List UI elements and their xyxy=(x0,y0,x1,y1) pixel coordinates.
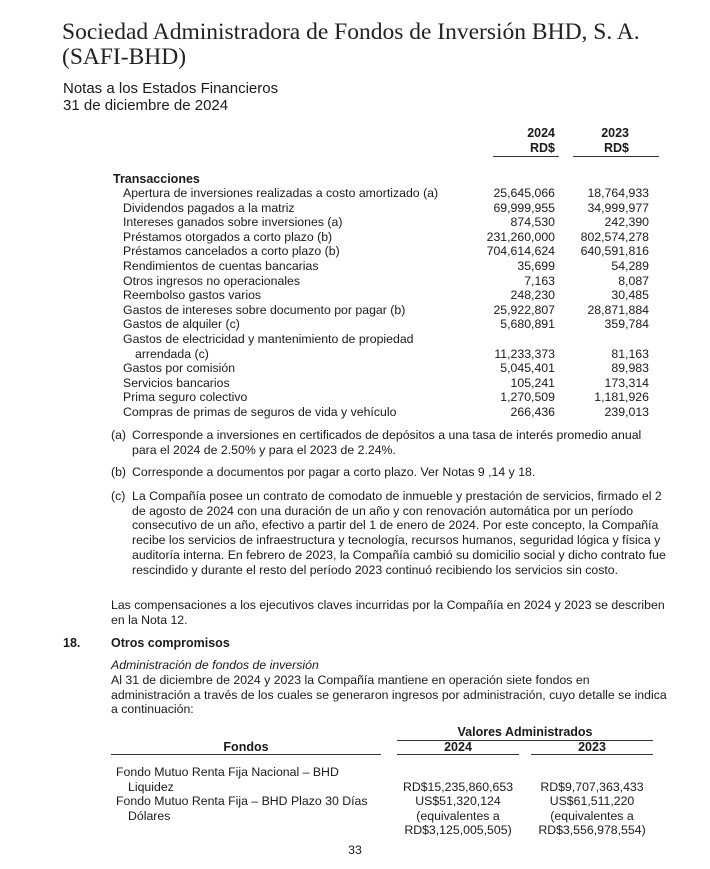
row-value-2023: 802,574,278 xyxy=(580,229,649,244)
row-label: Préstamos cancelados a corto plazo (b) xyxy=(123,244,340,259)
row-label: Gastos de electricidad y mantenimiento de propiedad xyxy=(123,332,414,346)
table-row xyxy=(0,288,710,303)
fund-2-value-2023 xyxy=(531,794,653,838)
row-label: Rendimientos de cuentas bancarias xyxy=(123,259,319,273)
row-value-2024: 1,270,509 xyxy=(500,390,555,405)
note-b xyxy=(111,465,666,480)
row-value-2023: 54,289 xyxy=(611,259,649,273)
fund-2-2024-usd: US$51,320,124 xyxy=(415,794,501,809)
row-value-2024: 69,999,955 xyxy=(493,200,555,215)
table-row xyxy=(0,390,710,405)
fund-1-name-line2: Liquidez xyxy=(128,779,174,794)
section-18-title: Otros compromisos xyxy=(111,636,230,650)
funds-2023-underline xyxy=(531,754,653,755)
fund-1-value-2023: RD$9,707,363,433 xyxy=(540,779,644,794)
row-label: Reembolso gastos varios xyxy=(123,288,262,303)
row-value-2024: 874,530 xyxy=(510,215,555,230)
note-b-text: Corresponde a documentos por pagar a corto plazo. Ver Notas 9 ,14 y 18. xyxy=(132,465,536,479)
row-label: Servicios bancarios xyxy=(123,375,230,390)
row-label: Intereses ganados sobre inversiones (a) xyxy=(123,215,343,230)
valores-administrados-header: Valores Administrados xyxy=(457,725,593,739)
fund-2-value-2024 xyxy=(397,794,519,838)
row-value-2024: 35,699 xyxy=(517,259,555,273)
row-value-2023: 18,764,933 xyxy=(587,186,649,200)
row-value-2024: 266,436 xyxy=(510,405,555,419)
row-value-2024: 105,241 xyxy=(510,375,555,390)
transactions-section-title: Transacciones xyxy=(113,172,200,186)
funds-col-underline xyxy=(111,754,381,755)
row-label: Gastos por comisión xyxy=(123,361,236,376)
row-value-2023: 81,163 xyxy=(611,346,649,361)
row-value-2023: 8,087 xyxy=(618,273,649,288)
fund-1-value-2024: RD$15,235,860,653 xyxy=(402,779,514,794)
company-name xyxy=(62,20,682,70)
row-value-2024: 25,645,066 xyxy=(493,186,555,200)
col-2023-underline xyxy=(573,156,659,157)
col-2024-year: 2024 xyxy=(527,126,555,140)
note-b-marker: (b) xyxy=(111,465,127,479)
note-a xyxy=(111,428,666,457)
funds-col-header: Fondos xyxy=(223,740,269,754)
col-2023-year: 2023 xyxy=(601,126,629,140)
row-value-2024: 231,260,000 xyxy=(486,229,555,244)
page-number: 33 xyxy=(348,843,362,857)
table-row xyxy=(0,317,710,332)
company-name-line1: Sociedad Administradora de Fondos de Inversión BHD, S. A. xyxy=(62,19,640,45)
table-row xyxy=(0,230,710,245)
fund-2-2024-rd: RD$3,125,005,505) xyxy=(404,823,512,838)
fund-2-name-line2: Dólares xyxy=(128,808,171,823)
row-label: Otros ingresos no operacionales xyxy=(123,273,301,288)
section-18-subtitle: Administración de fondos de inversión xyxy=(111,658,319,672)
row-value-2024: 11,233,373 xyxy=(494,346,555,361)
section-18-number: 18. xyxy=(63,636,81,650)
table-row xyxy=(0,405,710,420)
row-value-2023: 173,314 xyxy=(604,375,649,390)
table-row xyxy=(0,376,710,391)
row-label: Gastos de intereses sobre documento por pagar (b) xyxy=(123,302,406,317)
row-label: Préstamos otorgados a corto plazo (b) xyxy=(123,229,333,244)
row-label: arrendada (c) xyxy=(135,346,209,361)
table-row xyxy=(0,186,710,201)
col-2023-header xyxy=(601,126,629,156)
table-row xyxy=(0,274,710,289)
compensation-paragraph: Las compensaciones a los ejecutivos claves incurridas por la Compañía en 2024 y 2023 se describen en la Nota 12. xyxy=(111,598,665,627)
funds-col-2024-header: 2024 xyxy=(444,740,472,754)
table-row xyxy=(0,347,710,362)
fund-1-name-line1: Fondo Mutuo Renta Fija Nacional – BHD xyxy=(116,765,339,779)
fund-2-2023-equiv: (equivalentes a xyxy=(550,808,634,823)
col-2023-unit: RD$ xyxy=(603,141,629,155)
row-value-2023: 89,983 xyxy=(611,361,649,376)
fund-2-2023-usd: US$61,511,220 xyxy=(549,794,635,809)
row-value-2024: 248,230 xyxy=(510,288,555,303)
row-value-2024: 5,045,401 xyxy=(500,361,555,376)
table-row xyxy=(0,259,710,274)
doc-title: Notas a los Estados Financieros xyxy=(63,80,279,97)
doc-date: 31 de diciembre de 2024 xyxy=(63,97,229,114)
row-label: Prima seguro colectivo xyxy=(123,390,248,405)
note-a-marker: (a) xyxy=(111,428,127,442)
fund-2-2024-equiv: (equivalentes a xyxy=(416,808,500,823)
row-value-2024: 5,680,891 xyxy=(500,317,555,332)
section-18-body: Al 31 de diciembre de 2024 y 2023 la Compañía mantiene en operación siete fondos en administración a través de los cuales se generaron ingresos por administración, cuyo detalle se indica a continuación: xyxy=(111,673,667,717)
row-value-2023: 242,390 xyxy=(604,215,649,230)
row-value-2023: 1,181,926 xyxy=(594,390,649,405)
note-c-text: La Compañía posee un contrato de comodato de inmueble y prestación de servicios, firmado el 2 de agosto de 2024 con una duración de un año y con renovación automática por un período consecutivo de un año, efectivo a partir del 1 de enero de 2024. Por este concepto, la Compañía recibe los servicios de infraestructura y tecnología, recursos humanos, seguridad lógica y física y auditoría interna. En febrero de 2023, la Compañía cambió su domicilio social y dicho contrato fue rescindido y durante el resto del período 2023 continuó recibiendo los servicios sin costo. xyxy=(132,489,666,577)
table-row xyxy=(0,361,710,376)
row-label: Compras de primas de seguros de vida y vehículo xyxy=(123,405,397,419)
fund-2-name-line1: Fondo Mutuo Renta Fija – BHD Plazo 30 Días xyxy=(116,794,368,809)
row-value-2024: 704,614,624 xyxy=(486,244,555,259)
row-value-2023: 30,485 xyxy=(611,288,649,303)
table-row xyxy=(0,303,710,318)
row-value-2023: 34,999,977 xyxy=(587,200,649,215)
note-a-text: Corresponde a inversiones en certificados de depósitos a una tasa de interés promedio anual para el 2024 de 2.50% y para el 2023 de 2.24%. xyxy=(132,428,642,457)
row-label: Dividendos pagados a la matriz xyxy=(123,200,295,215)
row-value-2023: 359,784 xyxy=(604,317,649,332)
row-value-2024: 7,163 xyxy=(524,273,555,288)
table-row xyxy=(0,215,710,230)
row-value-2024: 25,922,807 xyxy=(493,302,555,317)
funds-col-2023-header: 2023 xyxy=(578,740,606,754)
funds-2024-underline xyxy=(397,754,519,755)
row-label: Gastos de alquiler (c) xyxy=(123,317,240,332)
row-value-2023: 640,591,816 xyxy=(580,244,649,259)
row-value-2023: 28,871,884 xyxy=(587,302,649,317)
table-row xyxy=(0,201,710,216)
col-2024-underline xyxy=(493,156,559,157)
table-row xyxy=(0,332,710,347)
row-label: Apertura de inversiones realizadas a costo amortizado (a) xyxy=(123,186,439,200)
col-2024-header xyxy=(527,126,555,156)
note-c-marker: (c) xyxy=(111,489,126,503)
fund-2-2023-rd: RD$3,556,978,554) xyxy=(538,823,646,838)
company-name-line2: (SAFI-BHD) xyxy=(62,44,187,70)
table-row xyxy=(0,244,710,259)
row-value-2023: 239,013 xyxy=(604,405,649,419)
note-c xyxy=(111,489,666,577)
col-2024-unit: RD$ xyxy=(529,141,555,155)
